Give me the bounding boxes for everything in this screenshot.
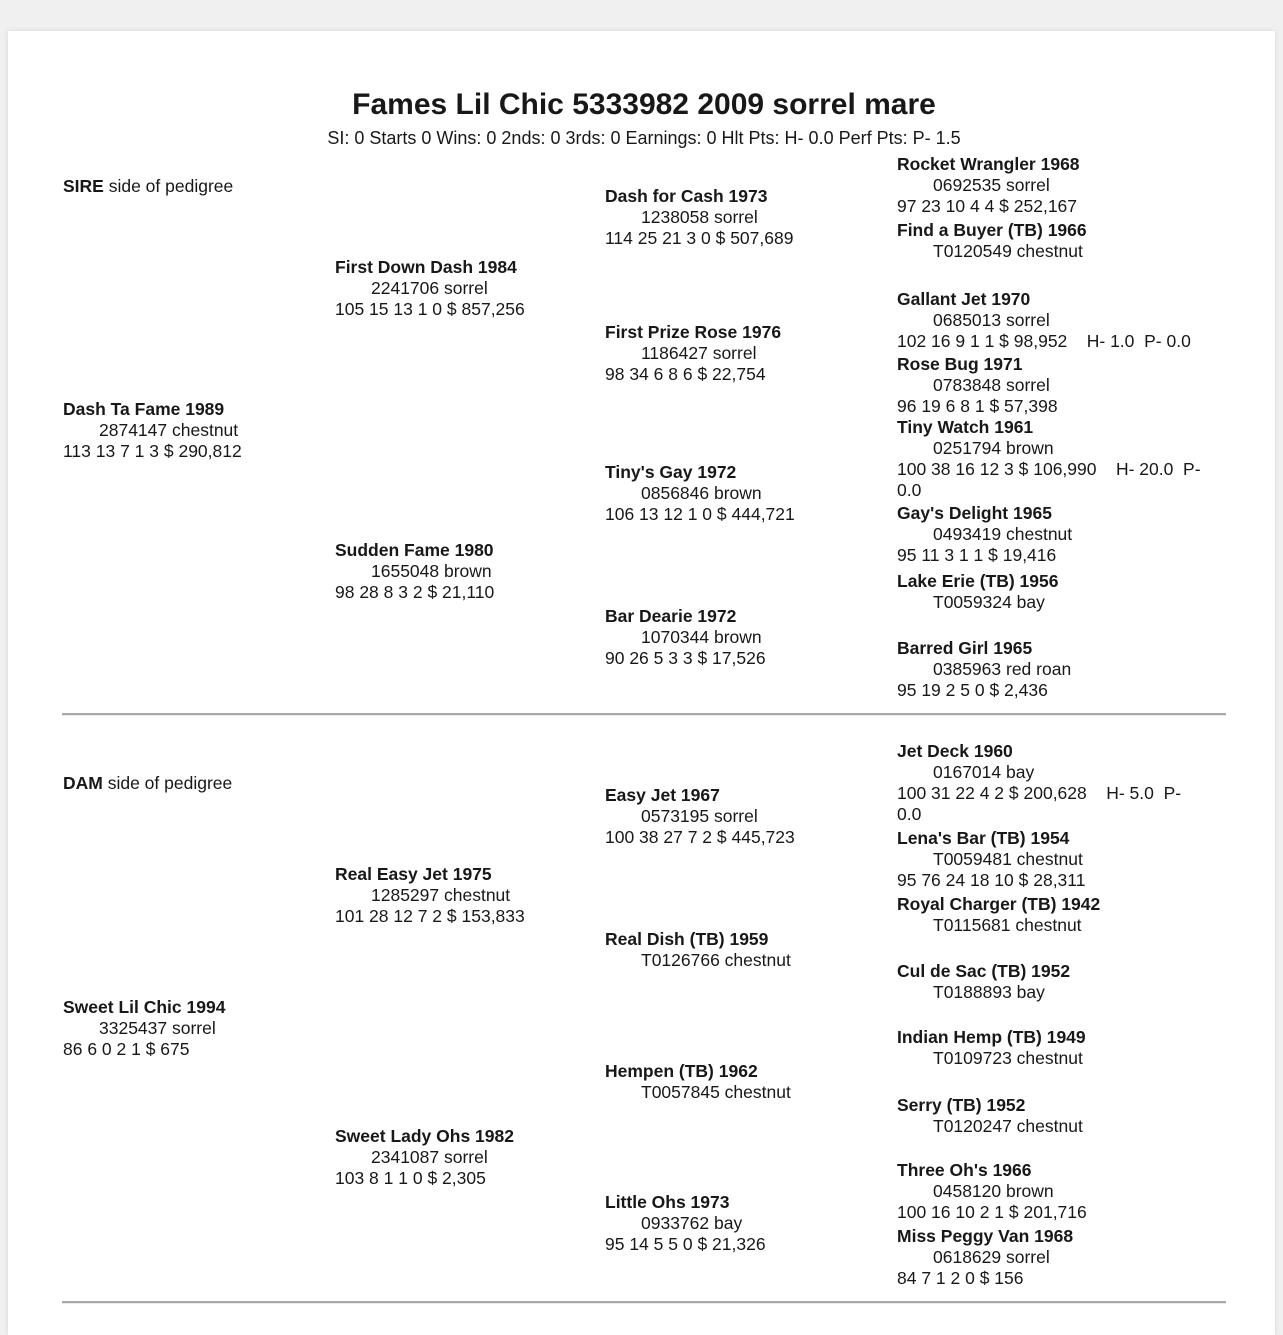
horse-stats: 95 76 24 18 10 $ 28,311 bbox=[897, 870, 1086, 890]
horse-name: Tiny's Gay 1972 bbox=[605, 462, 737, 482]
horse-registration: T0115681 chestnut bbox=[933, 915, 1082, 935]
pedigree-entry-barred-girl bbox=[897, 638, 1207, 701]
pedigree-entry-serry bbox=[897, 1095, 1207, 1137]
horse-name: Dash Ta Fame 1989 bbox=[63, 399, 225, 419]
pedigree-entry-sweet-lady-ohs bbox=[335, 1126, 615, 1189]
horse-registration: 0856846 brown bbox=[641, 483, 762, 503]
dam-label-rest: side of pedigree bbox=[102, 773, 233, 793]
horse-name: Easy Jet 1967 bbox=[605, 785, 720, 805]
bottom-divider bbox=[62, 1301, 1226, 1304]
horse-registration: T0120549 chestnut bbox=[933, 241, 1083, 261]
pedigree-entry-indian-hemp bbox=[897, 1027, 1207, 1069]
pedigree-entry-lenas-bar bbox=[897, 828, 1207, 891]
horse-stats: 113 13 7 1 3 $ 290,812 bbox=[63, 441, 242, 461]
pedigree-entry-sudden-fame bbox=[335, 540, 615, 603]
horse-name: Gay's Delight 1965 bbox=[897, 503, 1052, 523]
pedigree-entry-bar-dearie bbox=[605, 606, 885, 669]
horse-name: Barred Girl 1965 bbox=[897, 638, 1033, 658]
horse-name: Rocket Wrangler 1968 bbox=[897, 154, 1080, 174]
horse-name: Three Oh's 1966 bbox=[897, 1160, 1032, 1180]
horse-registration: 0692535 sorrel bbox=[933, 175, 1050, 195]
horse-registration: 0251794 brown bbox=[933, 438, 1054, 458]
sire-label-bold: SIRE bbox=[63, 176, 104, 196]
horse-stats: 102 16 9 1 1 $ 98,952 H- 1.0 P- 0.0 bbox=[897, 331, 1191, 351]
horse-name: Lake Erie (TB) 1956 bbox=[897, 571, 1059, 591]
pedigree-entry-three-ohs bbox=[897, 1160, 1207, 1223]
horse-registration: 2874147 chestnut bbox=[99, 420, 239, 440]
horse-stats: 98 34 6 8 6 $ 22,754 bbox=[605, 364, 766, 384]
horse-registration: 0783848 sorrel bbox=[933, 375, 1050, 395]
pedigree-entry-first-down-dash bbox=[335, 257, 615, 320]
horse-registration: 1186427 sorrel bbox=[641, 343, 757, 363]
horse-name: Find a Buyer (TB) 1966 bbox=[897, 220, 1087, 240]
pedigree-entry-gallant-jet bbox=[897, 289, 1207, 352]
pedigree-entry-first-prize-rose bbox=[605, 322, 885, 385]
sire-label-rest: side of pedigree bbox=[103, 176, 234, 196]
horse-registration: 2341087 sorrel bbox=[371, 1147, 488, 1167]
pedigree-entry-little-ohs bbox=[605, 1192, 885, 1255]
horse-registration: 0167014 bay bbox=[933, 762, 1035, 782]
horse-name: Hempen (TB) 1962 bbox=[605, 1061, 758, 1081]
horse-name: Rose Bug 1971 bbox=[897, 354, 1023, 374]
dam-label-bold: DAM bbox=[63, 773, 103, 793]
horse-stats: 105 15 13 1 0 $ 857,256 bbox=[335, 299, 525, 319]
horse-name: Dash for Cash 1973 bbox=[605, 186, 768, 206]
horse-registration: 1070344 brown bbox=[641, 627, 762, 647]
horse-stats: 95 19 2 5 0 $ 2,436 bbox=[897, 680, 1048, 700]
horse-stats: 98 28 8 3 2 $ 21,110 bbox=[335, 582, 495, 602]
horse-registration: 0493419 chestnut bbox=[933, 524, 1073, 544]
pedigree-entry-real-easy-jet bbox=[335, 864, 615, 927]
horse-name: Gallant Jet 1970 bbox=[897, 289, 1031, 309]
horse-stats: 100 38 27 7 2 $ 445,723 bbox=[605, 827, 795, 847]
horse-name: First Down Dash 1984 bbox=[335, 257, 517, 277]
horse-stats: 100 16 10 2 1 $ 201,716 bbox=[897, 1202, 1087, 1222]
horse-name: Sudden Fame 1980 bbox=[335, 540, 494, 560]
horse-registration: T0057845 chestnut bbox=[641, 1082, 791, 1102]
pedigree-entry-tinys-gay bbox=[605, 462, 885, 525]
horse-name: Indian Hemp (TB) 1949 bbox=[897, 1027, 1086, 1047]
horse-stats: 96 19 6 8 1 $ 57,398 bbox=[897, 396, 1058, 416]
pedigree-entry-lake-erie bbox=[897, 571, 1207, 613]
horse-name: Tiny Watch 1961 bbox=[897, 417, 1034, 437]
section-divider-sire-dam bbox=[62, 713, 1226, 716]
pedigree-entry-real-dish bbox=[605, 929, 885, 971]
horse-name: Real Easy Jet 1975 bbox=[335, 864, 492, 884]
horse-name: Serry (TB) 1952 bbox=[897, 1095, 1026, 1115]
horse-stats: 100 31 22 4 2 $ 200,628 H- 5.0 P- 0.0 bbox=[897, 783, 1186, 824]
pedigree-entry-cul-de-sac bbox=[897, 961, 1207, 1003]
pedigree-entry-miss-peggy-van bbox=[897, 1226, 1207, 1289]
pedigree-entry-easy-jet bbox=[605, 785, 885, 848]
horse-name: Cul de Sac (TB) 1952 bbox=[897, 961, 1071, 981]
pedigree-entry-tiny-watch bbox=[897, 417, 1207, 501]
pedigree-entry-find-a-buyer bbox=[897, 220, 1207, 262]
horse-stats: 103 8 1 1 0 $ 2,305 bbox=[335, 1168, 486, 1188]
page-subtitle: SI: 0 Starts 0 Wins: 0 2nds: 0 3rds: 0 Earnings: 0 Hlt Pts: H- 0.0 Perf Pts: P- 1.5 bbox=[327, 128, 961, 148]
horse-registration: T0059481 chestnut bbox=[933, 849, 1083, 869]
horse-name: Sweet Lady Ohs 1982 bbox=[335, 1126, 514, 1146]
horse-name: Miss Peggy Van 1968 bbox=[897, 1226, 1074, 1246]
horse-stats: 106 13 12 1 0 $ 444,721 bbox=[605, 504, 795, 524]
horse-registration: 0573195 sorrel bbox=[641, 806, 758, 826]
horse-registration: 0385963 red roan bbox=[933, 659, 1072, 679]
horse-name: Lena's Bar (TB) 1954 bbox=[897, 828, 1070, 848]
horse-registration: 1285297 chestnut bbox=[371, 885, 511, 905]
horse-registration: 3325437 sorrel bbox=[99, 1018, 216, 1038]
horse-stats: 101 28 12 7 2 $ 153,833 bbox=[335, 906, 525, 926]
pedigree-entry-royal-charger bbox=[897, 894, 1207, 936]
horse-registration: T0109723 chestnut bbox=[933, 1048, 1083, 1068]
horse-stats: 95 11 3 1 1 $ 19,416 bbox=[897, 545, 1057, 565]
horse-name: Jet Deck 1960 bbox=[897, 741, 1013, 761]
horse-name: Royal Charger (TB) 1942 bbox=[897, 894, 1101, 914]
horse-registration: T0120247 chestnut bbox=[933, 1116, 1083, 1136]
horse-registration: 0618629 sorrel bbox=[933, 1247, 1050, 1267]
horse-stats: 114 25 21 3 0 $ 507,689 bbox=[605, 228, 794, 248]
horse-stats: 100 38 16 12 3 $ 106,990 H- 20.0 P- 0.0 bbox=[897, 459, 1206, 500]
horse-name: First Prize Rose 1976 bbox=[605, 322, 782, 342]
page-title: Fames Lil Chic 5333982 2009 sorrel mare bbox=[352, 88, 936, 121]
horse-registration: 2241706 sorrel bbox=[371, 278, 488, 298]
pedigree-entry-dash-for-cash bbox=[605, 186, 885, 249]
horse-registration: 0933762 bay bbox=[641, 1213, 743, 1233]
pedigree-entry-dash-ta-fame bbox=[63, 399, 343, 462]
horse-stats: 86 6 0 2 1 $ 675 bbox=[63, 1039, 190, 1059]
horse-registration: T0126766 chestnut bbox=[641, 950, 791, 970]
horse-name: Sweet Lil Chic 1994 bbox=[63, 997, 226, 1017]
horse-name: Real Dish (TB) 1959 bbox=[605, 929, 769, 949]
pedigree-entry-hempen bbox=[605, 1061, 885, 1103]
sire-section-label bbox=[63, 176, 233, 197]
horse-registration: T0059324 bay bbox=[933, 592, 1045, 612]
horse-stats: 95 14 5 5 0 $ 21,326 bbox=[605, 1234, 766, 1254]
horse-stats: 97 23 10 4 4 $ 252,167 bbox=[897, 196, 1078, 216]
dam-section-label bbox=[63, 773, 232, 794]
horse-registration: T0188893 bay bbox=[933, 982, 1045, 1002]
pedigree-entry-rocket-wrangler bbox=[897, 154, 1207, 217]
pedigree-entry-rose-bug bbox=[897, 354, 1207, 417]
horse-registration: 1238058 sorrel bbox=[641, 207, 758, 227]
horse-registration: 0685013 sorrel bbox=[933, 310, 1050, 330]
horse-stats: 90 26 5 3 3 $ 17,526 bbox=[605, 648, 766, 668]
horse-stats: 84 7 1 2 0 $ 156 bbox=[897, 1268, 1024, 1288]
horse-registration: 0458120 brown bbox=[933, 1181, 1054, 1201]
horse-name: Bar Dearie 1972 bbox=[605, 606, 737, 626]
pedigree-entry-jet-deck bbox=[897, 741, 1207, 825]
pedigree-entry-gays-delight bbox=[897, 503, 1207, 566]
horse-registration: 1655048 brown bbox=[371, 561, 492, 581]
horse-name: Little Ohs 1973 bbox=[605, 1192, 730, 1212]
pedigree-entry-sweet-lil-chic bbox=[63, 997, 343, 1060]
